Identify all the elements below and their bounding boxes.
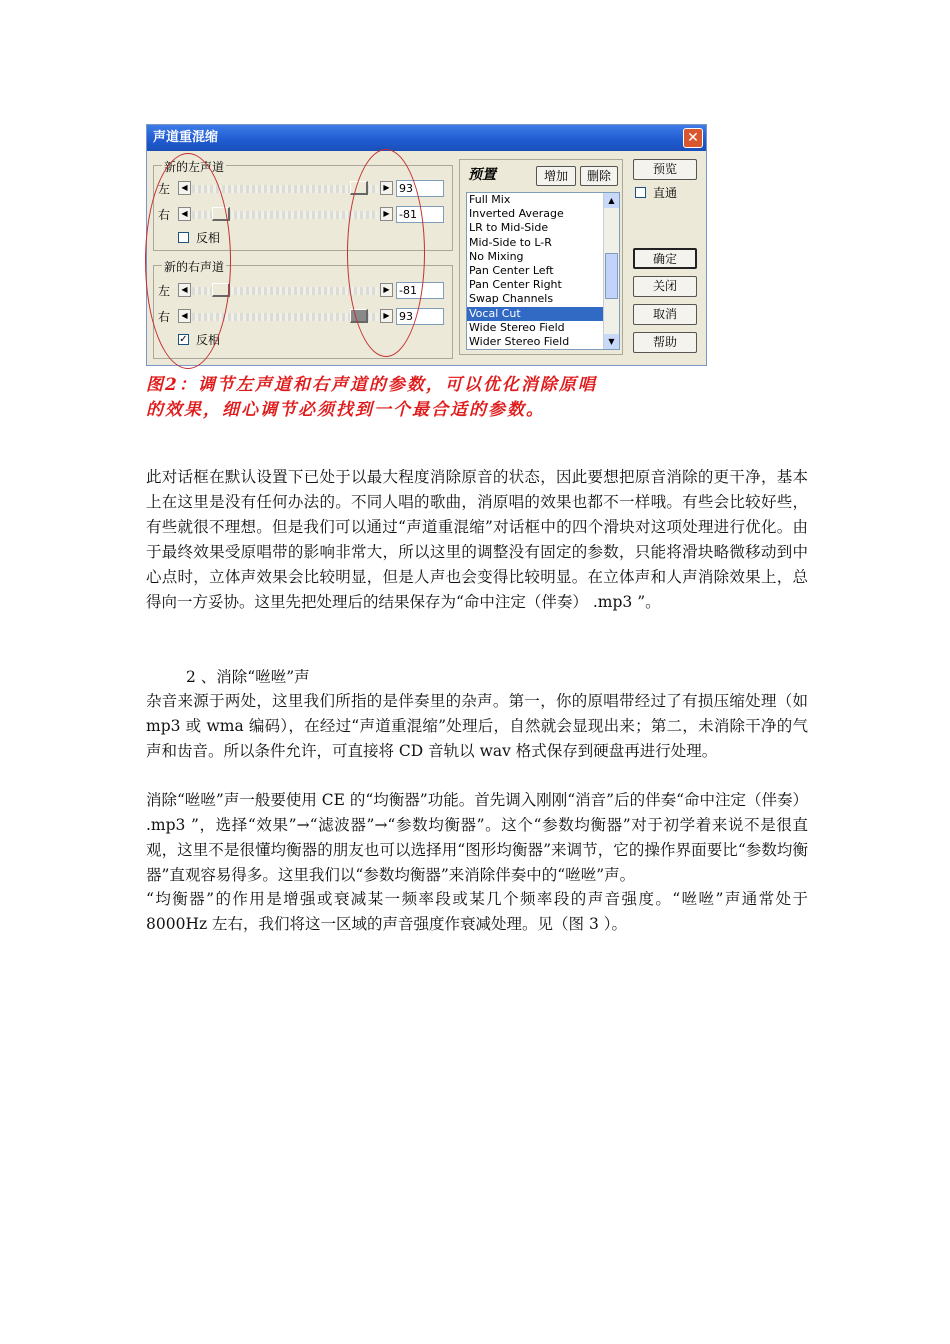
left-invert-label: 反相 (196, 231, 221, 245)
paragraph-4: “均衡器”的作用是增强或衰减某一频率段或某几个频率段的声音强度。“咝咝”声通常处于 8000Hz 左右，我们将这一区域的声音强度作衰减处理。见（图 3 ）。 (146, 890, 808, 933)
presets-scrollbar[interactable] (603, 193, 619, 349)
preset-list-item[interactable]: Swap Channels (469, 292, 554, 306)
section-heading-2: 2 、消除“咝咝”声 (186, 668, 310, 686)
figure-caption-line-2: 的效果，细心调节必须找到一个最合适的参数。 (146, 400, 545, 420)
scroll-up-icon[interactable]: ▲ (604, 193, 619, 208)
scroll-thumb[interactable] (605, 253, 618, 299)
right-row-label: 右 (158, 310, 171, 324)
preset-list-item[interactable]: Wider Stereo Field (469, 334, 570, 348)
right-right-value-input[interactable]: 93 (396, 308, 444, 325)
preset-list-item[interactable]: Mid-Side to L-R (469, 235, 552, 249)
slider-right-arrow-icon[interactable]: ▶ (380, 181, 393, 195)
slider-right-arrow-icon[interactable]: ▶ (380, 309, 393, 323)
ok-button[interactable]: 确定 (633, 248, 697, 269)
slider-left-arrow-icon[interactable]: ◀ (178, 181, 191, 195)
preset-list-item[interactable]: LR to Mid-Side (469, 221, 549, 235)
left-left-value-input[interactable]: 93 (396, 180, 444, 197)
left-row-label: 左 (158, 284, 171, 298)
delete-preset-button[interactable]: 删除 (580, 166, 618, 186)
presets-title: 预置 (468, 167, 496, 183)
paragraph-3: 消除“咝咝”声一般要使用 CE 的“均衡器”功能。首先调入刚刚“消音”后的伴奏“命中注定（伴奏） .mp3 ”，选择“效果”→“滤波器”→“参数均衡器”。这个“参数均衡器”对于初学着来说不是很直观，这里不是很懂均衡器的朋友也可以选择用“图形均衡器”来调节，它的操作界面要比“参数均衡器”直观容易得多。这里我们以“参数均衡器”来消除伴奏中的“咝咝”声。 (146, 791, 808, 884)
close-icon[interactable]: ✕ (683, 128, 703, 148)
paragraph-2: 杂音来源于两处，这里我们所指的是伴奏里的杂声。第一，你的原唱带经过了有损压缩处理（如 mp3 或 wma 编码），在经过“声道重混缩”处理后，自然就会显现出来；第二，未消除干净的气声和齿音。所以条件允许，可直接将 CD 音轨以 wav 格式保存到硬盘再进行处理。 (146, 692, 808, 760)
right-left-value-input[interactable]: -81 (396, 282, 444, 299)
annotation-ellipse-right (347, 149, 425, 357)
channel-remix-dialog (146, 124, 707, 366)
preset-list-item[interactable]: Full Mix (469, 193, 511, 206)
preset-list-item[interactable]: No Mixing (469, 249, 524, 263)
presets-list[interactable] (466, 192, 620, 350)
presets-panel (459, 159, 623, 355)
paragraph-1: 此对话框在默认设置下已处于以最大程度消除原音的状态，因此要想把原音消除的更干净，基本上在这里是没有任何办法的。不同人唱的歌曲，消原唱的效果也都不一样哦。有些会比较好些，有些就很不理想。但是我们可以通过“声道重混缩”对话框中的四个滑块对这项处理进行优化。由于最终效果受原唱带的影响非常大，所以这里的调整没有固定的参数，只能将滑块略微移动到中心点时，立体声效果会比较明显，但是人声也会变得比较明显。在立体声和人声消除效果上，总得向一方妥协。这里先把处理后的结果保存为“命中注定（伴奏） .mp3 ”。 (146, 468, 808, 611)
scroll-down-icon[interactable]: ▼ (604, 334, 619, 349)
preset-list-item[interactable]: Vocal Cut (467, 307, 619, 321)
slider-left-arrow-icon[interactable]: ◀ (178, 283, 191, 297)
slider-right-arrow-icon[interactable]: ▶ (380, 207, 393, 221)
new-left-channel-label: 新的左声道 (164, 160, 225, 174)
figure-caption-line-1: 图2：调节左声道和右声道的参数，可以优化消除原唱 (146, 375, 597, 395)
add-preset-button[interactable]: 增加 (536, 166, 576, 186)
annotation-ellipse-left (145, 153, 231, 369)
dialog-title: 声道重混缩 (147, 125, 706, 151)
preset-list-item[interactable]: Wide Stereo Field (469, 320, 565, 334)
slider-right-arrow-icon[interactable]: ▶ (380, 283, 393, 297)
close-button[interactable]: 关闭 (633, 276, 697, 297)
preview-button[interactable]: 预览 (633, 159, 697, 180)
right-row-label: 右 (158, 208, 171, 222)
preset-list-item[interactable]: Pan Center Right (469, 278, 562, 292)
right-invert-label: 反相 (196, 333, 221, 347)
preset-list-item[interactable]: Inverted Average (469, 207, 564, 221)
preset-list-item[interactable]: Pan Center Left (469, 263, 554, 277)
slider-left-arrow-icon[interactable]: ◀ (178, 207, 191, 221)
new-right-channel-label: 新的右声道 (164, 260, 225, 274)
left-right-value-input[interactable]: -81 (396, 206, 444, 223)
left-row-label: 左 (158, 182, 171, 196)
bypass-label: 直通 (653, 186, 678, 200)
help-button[interactable]: 帮助 (633, 332, 697, 353)
bypass-checkbox[interactable] (635, 187, 646, 198)
slider-left-arrow-icon[interactable]: ◀ (178, 309, 191, 323)
cancel-button[interactable]: 取消 (633, 304, 697, 325)
right-invert-checkbox[interactable]: ✓ (179, 334, 188, 345)
